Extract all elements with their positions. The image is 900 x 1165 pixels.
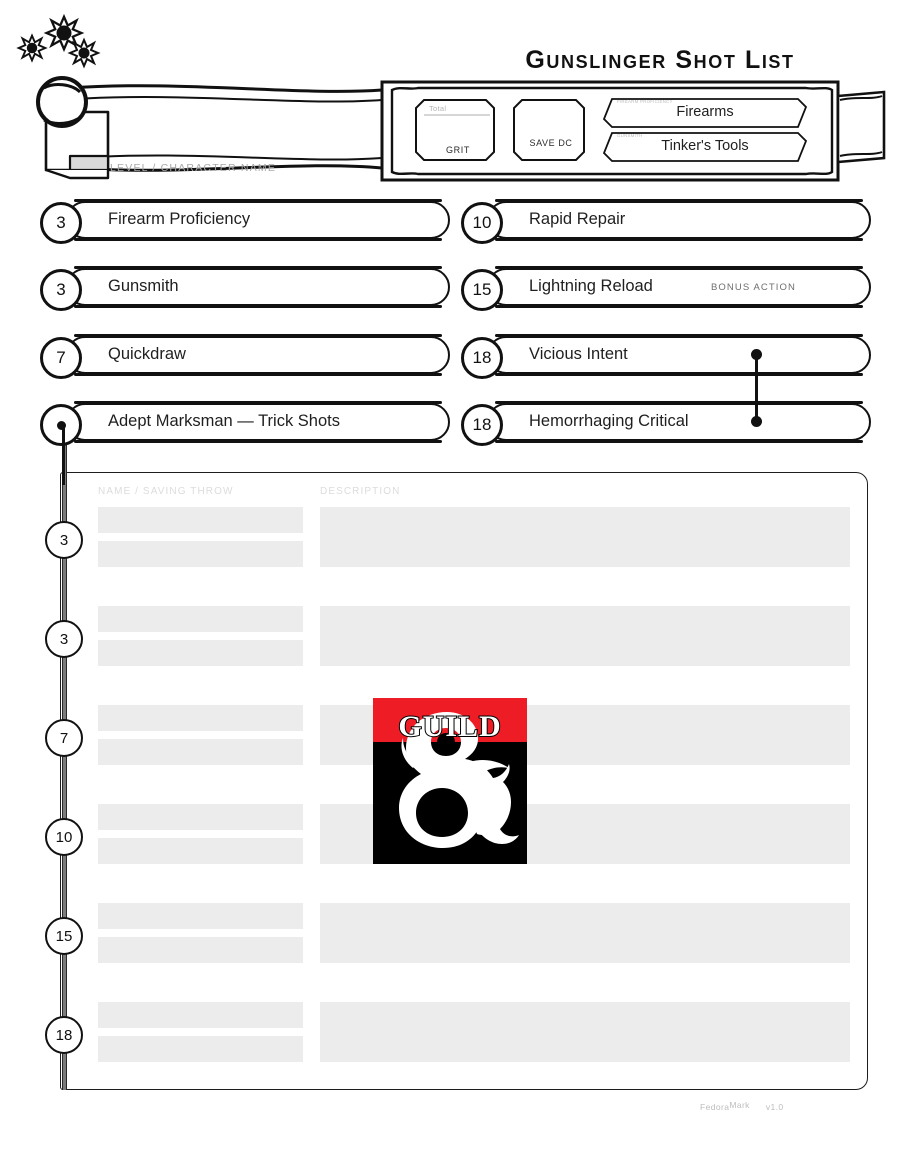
shot-row-left-3[interactable] bbox=[40, 403, 450, 441]
shot-level-value: 15 bbox=[472, 280, 492, 299]
shot-name: Quickdraw bbox=[108, 345, 186, 363]
shot-connector-dot-top bbox=[751, 349, 762, 360]
shot-name: Hemorrhaging Critical bbox=[529, 412, 689, 430]
table-row[interactable] bbox=[40, 504, 868, 574]
footer-brand-sup: Mark bbox=[729, 1100, 750, 1110]
shot-row-right-3[interactable] bbox=[461, 403, 871, 441]
guild-logo-wordmark: GUILD bbox=[398, 710, 502, 743]
table-row-level-value: 18 bbox=[55, 1026, 73, 1044]
table-cell-name[interactable] bbox=[98, 903, 303, 929]
shot-level-value: 3 bbox=[56, 213, 66, 232]
trick-shot-connector-line bbox=[62, 425, 65, 485]
firearm-proficiency-mini-label: FIREARM PROFICIENCY bbox=[617, 99, 673, 104]
shot-name: Rapid Repair bbox=[529, 210, 626, 228]
shot-level-circle bbox=[40, 202, 82, 244]
table-cell-saving-throw[interactable] bbox=[98, 937, 303, 963]
table-cell-saving-throw[interactable] bbox=[98, 739, 303, 765]
table-cell-saving-throw[interactable] bbox=[98, 1036, 303, 1062]
shot-level-value: 18 bbox=[472, 415, 492, 434]
shot-level-value: 10 bbox=[472, 213, 492, 232]
shot-row-right-0[interactable] bbox=[461, 201, 871, 239]
table-row-level-circle bbox=[45, 620, 83, 658]
gunsmith-proficiency-mini-label: GUNSMITH bbox=[617, 133, 643, 138]
level-character-name-label: LEVEL / CHARACTER NAME bbox=[110, 162, 277, 174]
table-row-level-value: 15 bbox=[55, 927, 73, 945]
table-cell-name[interactable] bbox=[98, 804, 303, 830]
shot-level-circle bbox=[40, 404, 82, 446]
sheet-header bbox=[0, 0, 900, 195]
table-cell-name[interactable] bbox=[98, 606, 303, 632]
table-cell-description[interactable] bbox=[320, 903, 850, 963]
shot-tag-bonus-action: BONUS ACTION bbox=[711, 282, 796, 293]
shot-level-circle bbox=[40, 337, 82, 379]
shot-name: Adept Marksman — Trick Shots bbox=[108, 412, 340, 430]
table-cell-name[interactable] bbox=[98, 705, 303, 731]
save-dc-box bbox=[514, 100, 584, 160]
grit-label: GRIT bbox=[446, 145, 470, 155]
table-row-level-value: 3 bbox=[59, 630, 69, 648]
table-row-level-circle bbox=[45, 818, 83, 856]
shot-row-right-2[interactable] bbox=[461, 336, 871, 374]
table-cell-description[interactable] bbox=[320, 507, 850, 567]
firearm-proficiency-value[interactable]: Firearms bbox=[676, 104, 734, 120]
shot-connector-dot-bottom bbox=[751, 416, 762, 427]
table-row[interactable] bbox=[40, 603, 868, 673]
shot-row-left-2[interactable] bbox=[40, 336, 450, 374]
table-row-level-value: 7 bbox=[59, 729, 69, 747]
table-row[interactable] bbox=[40, 999, 868, 1069]
table-cell-saving-throw[interactable] bbox=[98, 541, 303, 567]
shot-level-circle bbox=[461, 404, 503, 446]
shot-name: Gunsmith bbox=[108, 277, 179, 295]
shot-list-rows bbox=[0, 196, 900, 451]
table-row-level-value: 3 bbox=[59, 531, 69, 549]
shot-row-left-1[interactable] bbox=[40, 268, 450, 306]
table-cell-description[interactable] bbox=[320, 606, 850, 666]
shot-row-right-1[interactable] bbox=[461, 268, 871, 306]
page-title: Gunslinger Shot List bbox=[525, 46, 795, 74]
shot-level-value: 3 bbox=[56, 280, 66, 299]
shot-level-circle bbox=[461, 337, 503, 379]
spark-icon-group bbox=[19, 17, 98, 66]
table-row-level-value: 10 bbox=[55, 828, 73, 846]
column-header-description: DESCRIPTION bbox=[320, 486, 401, 497]
table-row-level-circle bbox=[45, 917, 83, 955]
table-row-level-circle bbox=[45, 1016, 83, 1054]
table-row-level-circle bbox=[45, 521, 83, 559]
dms-guild-logo bbox=[373, 698, 527, 864]
shot-name: Lightning Reload bbox=[529, 277, 653, 295]
table-cell-name[interactable] bbox=[98, 1002, 303, 1028]
save-dc-label: SAVE DC bbox=[529, 138, 573, 148]
shot-level-value: 18 bbox=[472, 348, 492, 367]
footer-version: v1.0 bbox=[765, 1102, 784, 1112]
shot-level-value: 7 bbox=[56, 348, 66, 367]
shot-level-circle bbox=[40, 269, 82, 311]
footer-credit bbox=[700, 1100, 860, 1112]
shot-name: Vicious Intent bbox=[529, 345, 628, 363]
grit-total-label: Total bbox=[429, 104, 447, 113]
shot-level-circle bbox=[461, 202, 503, 244]
table-cell-name[interactable] bbox=[98, 507, 303, 533]
gunsmith-proficiency-value[interactable]: Tinker's Tools bbox=[661, 138, 749, 154]
column-header-name: NAME / SAVING THROW bbox=[98, 486, 234, 497]
table-cell-description[interactable] bbox=[320, 1002, 850, 1062]
table-row-level-circle bbox=[45, 719, 83, 757]
footer-brand: Fedora bbox=[700, 1102, 730, 1112]
table-cell-saving-throw[interactable] bbox=[98, 838, 303, 864]
shot-name: Firearm Proficiency bbox=[108, 210, 251, 228]
table-cell-saving-throw[interactable] bbox=[98, 640, 303, 666]
shot-row-left-0[interactable] bbox=[40, 201, 450, 239]
table-row[interactable] bbox=[40, 900, 868, 970]
shot-level-circle bbox=[461, 269, 503, 311]
